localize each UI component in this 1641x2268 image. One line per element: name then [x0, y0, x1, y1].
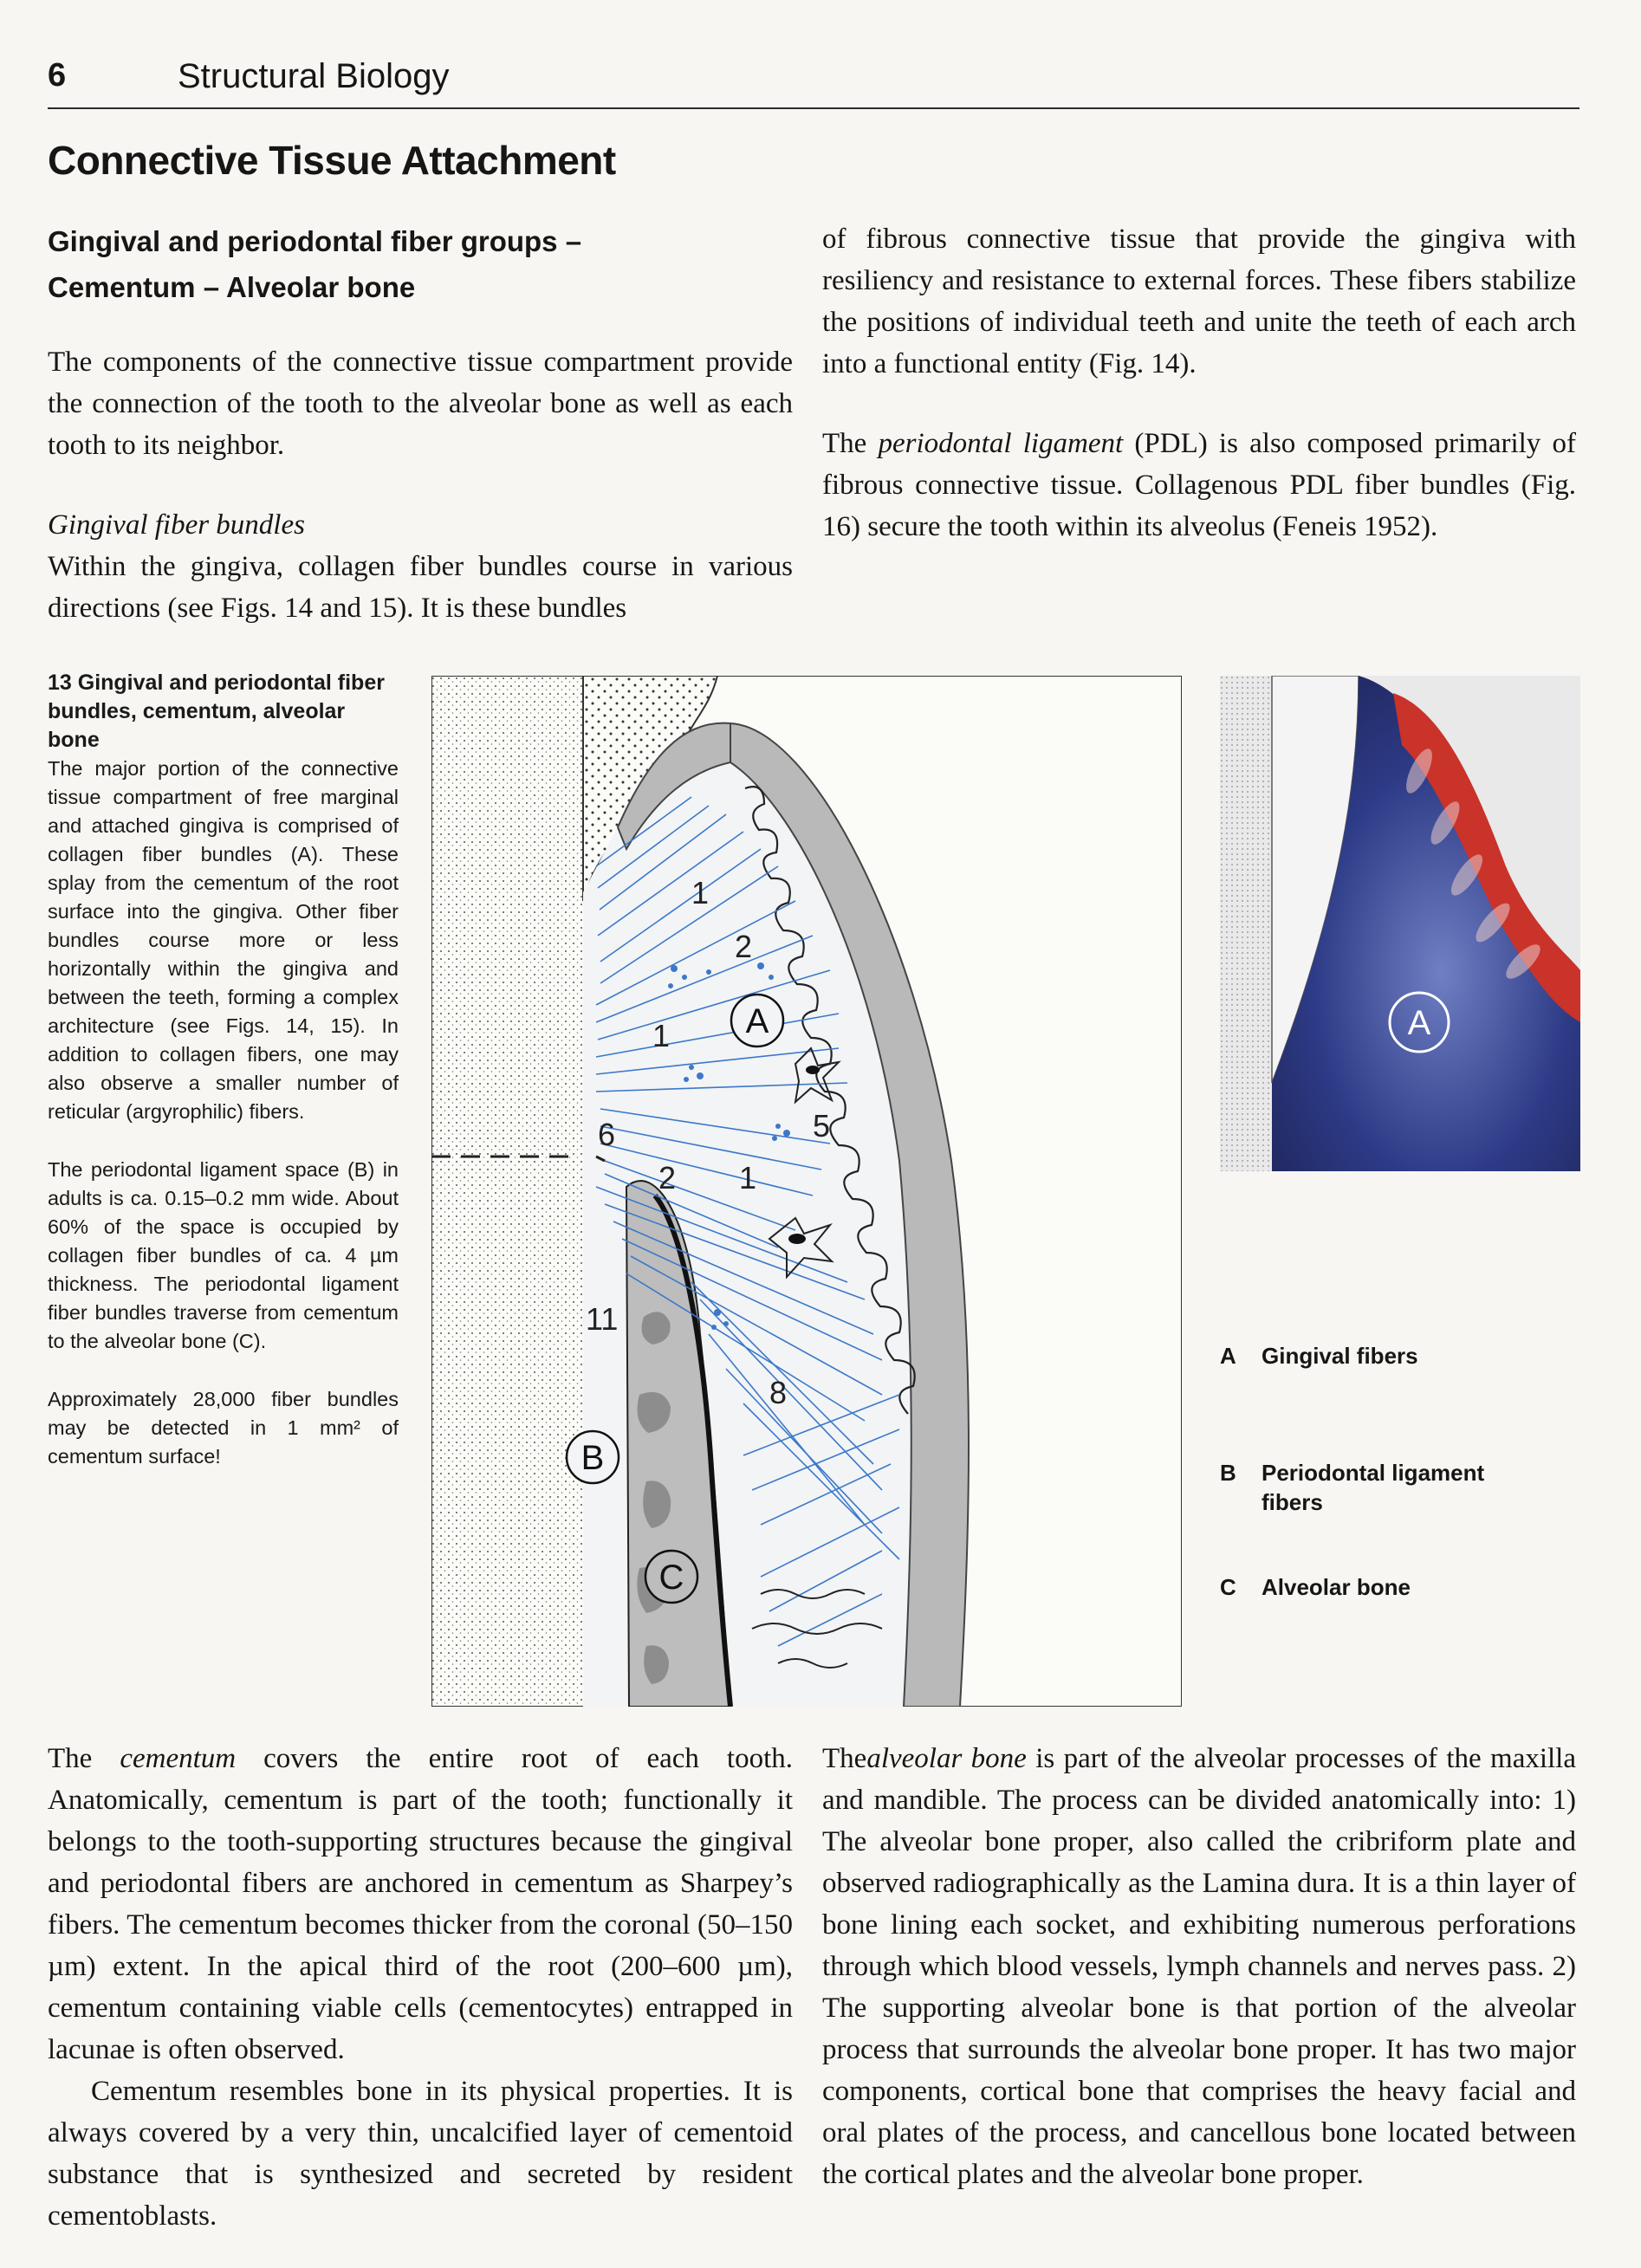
legend-text-a: Gingival fibers	[1262, 1343, 1418, 1369]
legend-key-b: B	[1220, 1460, 1236, 1486]
caption-title: 13 Gingival and periodontal fiber bundles, cementum, alveolar bone	[48, 671, 385, 752]
subhead	[48, 218, 793, 310]
alveolar-rest: is part of the alveolar processes of the maxilla and mandible. The process can be divided anatomically into: 1) The alveolar bone proper, also called the cribriform plate and observed radiographically as the Lamina dura. It is a thin layer of bone lining each socket, and exhibiting numerous perforations through which blood vessels, lymph channels and nerves pass. 2) The supporting alveolar bone is that portion of the alveolar process that surrounds the alveolar bone proper. It has two major components, cortical bone that comprises the heavy facial and oral plates of the process, and cancellous bone located between the cortical plates and the alveolar bone proper.	[822, 1743, 1577, 2190]
figure-caption	[48, 669, 399, 1500]
photo-label-A: A	[1407, 1004, 1431, 1042]
pdl-rest: (PDL) is also composed primarily of fibrous connective tissue. Collagenous PDL fiber bundles (Fig. 16) secure the tooth within its alveolus (Feneis 1952).	[822, 428, 1576, 542]
periodontal-diagram	[431, 676, 1182, 1707]
legend-item-a	[1220, 1341, 1418, 1371]
cementum-rest: covers the entire root of each tooth. Anatomically, cementum is part of the tooth; functionally it belongs to the tooth-supporting structures because the gingival and periodontal fibers are anchored in cementum as Sharpey’s fibers. The cementum becomes thicker from the coronal (50–150 µm) extent. In the apical third of the root (200–600 µm), cementum containing viable cells (cementocytes) entrapped in lacunae is often observed.	[48, 1743, 794, 2065]
cementum-prefix: The	[48, 1743, 93, 1774]
caption-paragraph-3: Approximately 28,000 fiber bundles may be detected in 1 mm² of cementum surface!	[48, 1388, 399, 1468]
cementum-term: cementum	[120, 1743, 237, 1774]
label-2b: 2	[658, 1160, 677, 1196]
legend-key-c: C	[1220, 1574, 1236, 1600]
pdl-prefix: The	[822, 428, 867, 459]
running-title: Structural Biology	[178, 57, 450, 95]
section-title: Connective Tissue Attachment	[48, 138, 616, 183]
legend-key-a: A	[1220, 1343, 1236, 1369]
intro-paragraph: The components of the connective tissue compartment provide the connection of the tooth to the alveolar bone as well as each tooth to its neighbor.	[48, 347, 793, 461]
label-C: C	[658, 1558, 684, 1597]
alveolar-prefix: The	[822, 1743, 867, 1774]
resiliency-paragraph: of fibrous connective tissue that provide the gingiva with resiliency and resistance to external forces. These fibers stabilize the positions of individual teeth and unite the teeth of each arch into a functional entity (Fig. 14).	[822, 224, 1576, 379]
intro-right-column	[822, 218, 1576, 548]
label-8: 8	[769, 1375, 788, 1410]
label-2a: 2	[735, 929, 753, 964]
label-5: 5	[813, 1108, 831, 1144]
pdl-term: periodontal ligament	[878, 428, 1124, 459]
label-A: A	[745, 1002, 769, 1040]
cementum-paragraph-2: Cementum resembles bone in its physical properties. It is always covered by a very thin, uncalcified layer of cementoid substance that is synthesized and secreted by resident cementoblasts.	[48, 2076, 793, 2232]
legend-text-b: Periodontal ligament fibers	[1262, 1460, 1485, 1515]
caption-paragraph-1: The major portion of the connective tissue compartment of free marginal and attached gingiva is comprised of collagen fiber bundles (A). These splay from the cementum of the root surface into the gingiva. Other fiber bundles course more or less horizontally within the gingiva and between the teeth, forming a complex architecture (see Figs. 14, 15). In addition to collagen fibers, one may also observe a smaller number of reticular (argyrophilic) fibers.	[48, 757, 399, 1123]
legend-text-c: Alveolar bone	[1262, 1574, 1411, 1600]
caption-paragraph-2: The periodontal ligament space (B) in adults is ca. 0.15–0.2 mm wide. About 60% of the space is occupied by collagen fiber bundles of ca. 4 µm thickness. The periodontal ligament fiber bundles traverse from cementum to the alveolar bone (C).	[48, 1158, 399, 1352]
alveolar-paragraph	[822, 1738, 1576, 2195]
cementum-paragraph	[48, 1738, 793, 2070]
alveolar-term: alveolar bone	[866, 1743, 1027, 1774]
subhead-line-1: Gingival and periodontal fiber groups –	[48, 225, 582, 257]
legend-item-c	[1220, 1572, 1411, 1602]
histology-photo	[1220, 676, 1580, 1171]
label-B: B	[581, 1439, 605, 1477]
label-1b: 1	[652, 1018, 671, 1053]
cell-nucleus	[806, 1066, 820, 1074]
label-1c: 1	[739, 1160, 757, 1196]
gingival-paragraph: Within the gingiva, collagen fiber bundles course in various directions (see Figs. 14 and 15). It is these bundles	[48, 551, 793, 624]
subhead-line-2: Cementum – Alveolar bone	[48, 271, 416, 303]
label-11: 11	[586, 1301, 619, 1337]
label-6: 6	[598, 1117, 616, 1152]
gingival-heading-text: Gingival fiber bundles	[48, 509, 305, 541]
alveolar-column	[822, 1738, 1576, 2195]
running-header	[48, 54, 1579, 109]
tooth-dentin	[431, 676, 583, 1707]
gingival-heading	[48, 504, 793, 546]
page-number: 6	[48, 57, 67, 94]
pdl-paragraph	[822, 423, 1576, 548]
intro-left-column	[48, 218, 793, 629]
label-1a: 1	[691, 875, 710, 910]
cell-nucleus-2	[788, 1234, 806, 1244]
cementum-column	[48, 1738, 793, 2237]
legend-item-b	[1220, 1458, 1521, 1517]
